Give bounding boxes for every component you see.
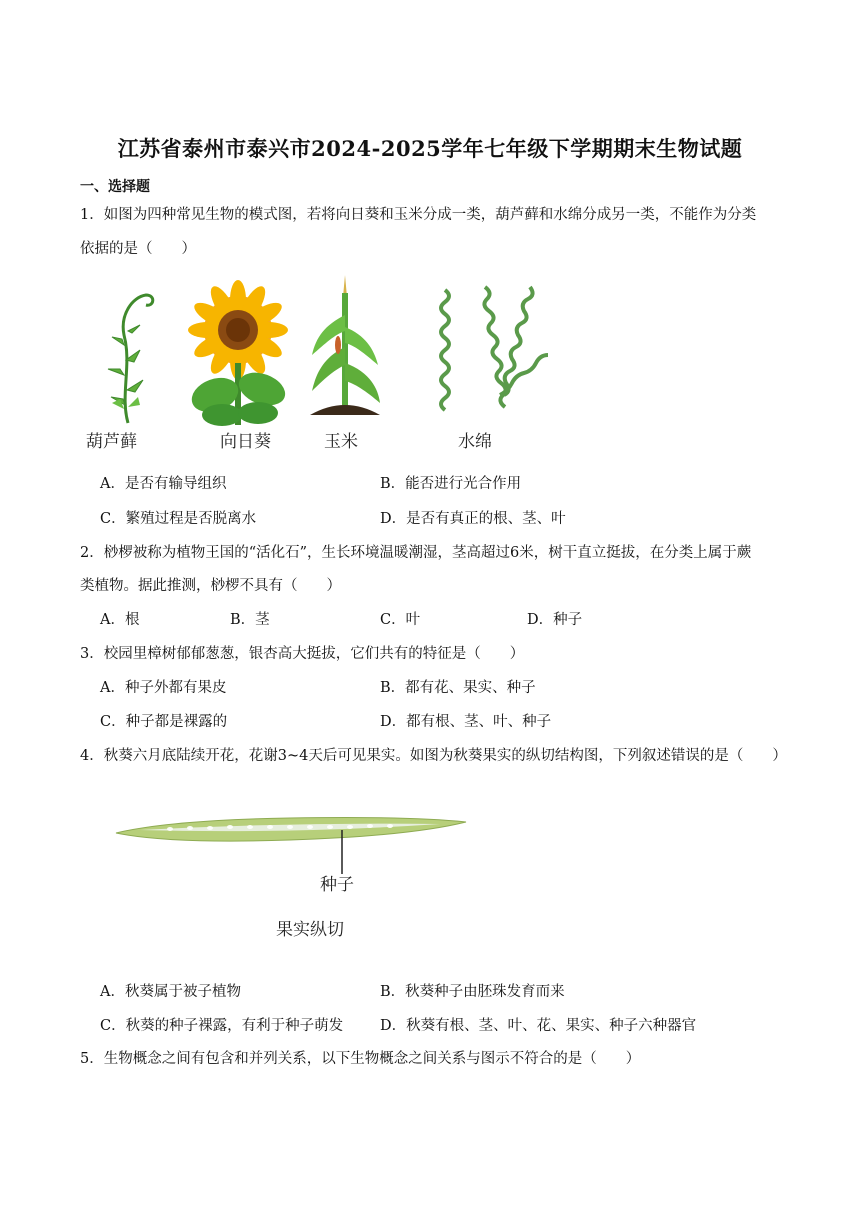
moss-illustration	[108, 295, 153, 423]
q2-option-d[interactable]: D．种子	[527, 612, 583, 628]
question-2-text: 2．桫椤被称为植物王国的“活化石”，生长环境温暖潮湿，茎高超过6米，树干直立挺拔，在分类上属于蕨	[80, 545, 752, 561]
q3-option-c[interactable]: C．种子都是裸露的	[100, 714, 228, 730]
q1-option-d[interactable]: D．是否有真正的根、茎、叶	[380, 511, 566, 527]
q3-option-d[interactable]: D．都有根、茎、叶、种子	[380, 714, 552, 730]
question-3-text: 3．校园里樟树郁郁葱葱，银杏高大挺拔，它们共有的特征是（ ）	[80, 646, 525, 662]
section-heading: 一、选择题	[80, 179, 150, 195]
q3-option-a[interactable]: A．种子外都有果皮	[100, 680, 227, 696]
q4-option-b[interactable]: B．秋葵种子由胚珠发育而来	[380, 984, 565, 1000]
okra-figure	[110, 800, 480, 950]
q2-option-a[interactable]: A．根	[100, 612, 140, 628]
figure-caption: 果实纵切	[276, 920, 344, 940]
sunflower-illustration	[187, 280, 290, 426]
label-spirogyra: 水绵	[458, 432, 492, 452]
page-title: 江苏省泰州市泰兴市2024-2025学年七年级下学期期末生物试题	[117, 136, 743, 161]
q1-option-a[interactable]: A．是否有输导组织	[100, 476, 227, 492]
q2-option-c[interactable]: C．叶	[380, 612, 421, 628]
q3-option-b[interactable]: B．都有花、果实、种子	[380, 680, 536, 696]
question-1-text-cont: 依据的是（ ）	[80, 241, 196, 257]
question-1-text: 1．如图为四种常见生物的模式图，若将向日葵和玉米分成一类，葫芦藓和水绵分成另一类，不能作为分类	[80, 207, 757, 223]
spirogyra-illustration	[441, 287, 548, 410]
okra-section-illustration	[110, 800, 480, 880]
label-sunflower: 向日葵	[220, 432, 271, 452]
organisms-figure	[80, 275, 560, 455]
seed-label: 种子	[320, 875, 354, 895]
corn-illustration	[310, 275, 380, 415]
q4-option-c[interactable]: C．秋葵的种子裸露，有利于种子萌发	[100, 1018, 344, 1034]
label-moss: 葫芦藓	[86, 432, 137, 452]
question-4-text: 4．秋葵六月底陆续开花，花谢3~4天后可见果实。如图为秋葵果实的纵切结构图，下列叙述错误的是（ ）	[80, 748, 787, 764]
q2-option-b[interactable]: B．茎	[230, 612, 270, 628]
question-5-text: 5．生物概念之间有包含和并列关系，以下生物概念之间关系与图示不符合的是（ ）	[80, 1051, 641, 1067]
q4-option-d[interactable]: D．秋葵有根、茎、叶、花、果实、种子六种器官	[380, 1018, 697, 1034]
question-2-text-cont: 类植物。据此推测，桫椤不具有（ ）	[80, 578, 341, 594]
label-corn: 玉米	[324, 432, 358, 452]
q4-option-a[interactable]: A．秋葵属于被子植物	[100, 984, 241, 1000]
q1-option-b[interactable]: B．能否进行光合作用	[380, 476, 522, 492]
q1-option-c[interactable]: C．繁殖过程是否脱离水	[100, 511, 257, 527]
